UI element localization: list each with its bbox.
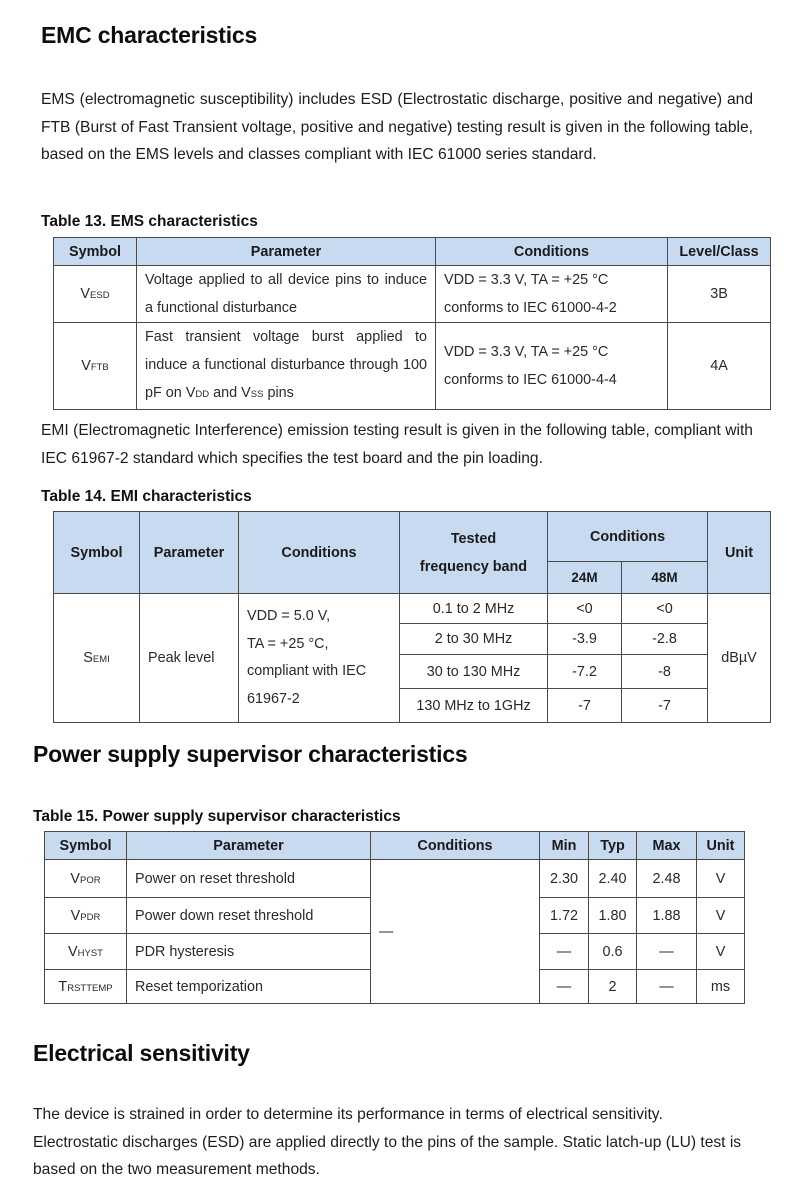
min-cell: —: [540, 934, 589, 970]
conditions-line: TA = +25 °C,: [247, 635, 329, 652]
header-conditions: Conditions: [239, 512, 400, 594]
unit-cell: dBµV: [708, 594, 771, 723]
power-supervisor-table: [44, 831, 745, 1004]
header-parameter: Parameter: [127, 832, 371, 860]
parameter-cell: Power on reset threshold: [127, 860, 371, 898]
symbol-cell: [45, 898, 127, 934]
header-max: Max: [637, 832, 697, 860]
table-row: [54, 266, 771, 323]
vdd-subscript: DD: [195, 389, 210, 400]
symbol-subscript: PDR: [80, 911, 101, 923]
vss-subscript: SS: [250, 389, 264, 400]
header-24m: 24M: [548, 562, 622, 594]
symbol-subscript: HYST: [77, 947, 103, 959]
header-conditions: Conditions: [371, 832, 540, 860]
band-cell: 2 to 30 MHz: [400, 624, 548, 655]
table-row: [54, 594, 771, 624]
symbol-subscript: EMI: [92, 654, 110, 665]
parameter-cell: Reset temporization: [127, 970, 371, 1004]
table-header-row: [54, 512, 771, 562]
band-cell: 30 to 130 MHz: [400, 655, 548, 689]
max-cell: 2.48: [637, 860, 697, 898]
symbol-cell: [54, 266, 137, 323]
section-title-electrical-sensitivity: Electrical sensitivity: [33, 1040, 250, 1066]
conditions-line: VDD = 3.3 V, TA = +25 °C: [444, 344, 609, 360]
symbol-cell: [54, 323, 137, 410]
section-title-emc: EMC characteristics: [41, 22, 258, 48]
conditions-cell: [436, 266, 668, 323]
symbol-main: V: [81, 358, 91, 374]
header-typ: Typ: [589, 832, 637, 860]
unit-cell: ms: [697, 970, 745, 1004]
conditions-line: 61967-2: [247, 690, 300, 707]
parameter-cell: Peak level: [140, 594, 239, 723]
electrical-sensitivity-paragraph: The device is strained in order to determine its performance in terms of electrical sensitivity. Electrostatic discharges (ESD) are applied directly to the pins of the sample. Static latch-up (LU) test is based on the two measurement methods.: [33, 1106, 742, 1178]
table-row: [45, 860, 745, 898]
typ-cell: 1.80: [589, 898, 637, 934]
table-header-row: [45, 832, 745, 860]
max-cell: —: [637, 934, 697, 970]
header-48m: 48M: [622, 562, 708, 594]
header-level-class: Level/Class: [668, 238, 771, 266]
unit-cell: V: [697, 898, 745, 934]
symbol-subscript: ESD: [90, 290, 110, 301]
header-symbol: Symbol: [45, 832, 127, 860]
symbol-cell: [54, 594, 140, 723]
header-line: frequency band: [419, 558, 528, 575]
max-cell: —: [637, 970, 697, 1004]
conditions-line: conforms to IEC 61000-4-2: [444, 300, 617, 316]
header-unit: Unit: [708, 512, 771, 594]
symbol-subscript: POR: [80, 874, 101, 886]
value-24m-cell: -3.9: [548, 624, 622, 655]
parameter-cell: Voltage applied to all device pins to induce a functional disturbance: [137, 266, 436, 323]
parameter-cell: PDR hysteresis: [127, 934, 371, 970]
header-parameter: Parameter: [140, 512, 239, 594]
emi-intro-paragraph: EMI (Electromagnetic Interference) emission testing result is given in the following table, compliant with IEC 61967-2 standard which specifies the test board and the pin loading.: [41, 422, 753, 467]
max-cell: 1.88: [637, 898, 697, 934]
parameter-cell: [137, 323, 436, 410]
conditions-line: VDD = 3.3 V, TA = +25 °C: [444, 272, 609, 288]
conditions-line: VDD = 5.0 V,: [247, 608, 331, 624]
header-conditions: Conditions: [436, 238, 668, 266]
symbol-cell: [45, 934, 127, 970]
conditions-line: compliant with IEC: [247, 663, 367, 679]
symbol-main: S: [83, 650, 93, 666]
value-24m-cell: -7.2: [548, 655, 622, 689]
symbol-main: V: [80, 286, 91, 302]
table-header-row: [54, 238, 771, 266]
unit-cell: V: [697, 860, 745, 898]
typ-cell: 2: [589, 970, 637, 1004]
conditions-cell: [239, 594, 400, 723]
emi-table: [53, 511, 771, 723]
symbol-subscript: FTB: [90, 362, 109, 373]
min-cell: —: [540, 970, 589, 1004]
min-cell: 1.72: [540, 898, 589, 934]
symbol-cell: [45, 970, 127, 1004]
value-48m-cell: -8: [622, 655, 708, 689]
symbol-subscript: RSTTEMP: [67, 982, 113, 994]
parameter-text: and: [209, 385, 242, 401]
ems-table: [53, 237, 771, 410]
value-48m-cell: -2.8: [622, 624, 708, 655]
value-48m-cell: <0: [622, 594, 708, 624]
vss-symbol: V: [241, 385, 251, 401]
band-cell: 130 MHz to 1GHz: [400, 689, 548, 723]
unit-cell: V: [697, 934, 745, 970]
table15-caption: Table 15. Power supply supervisor characteristics: [33, 808, 401, 825]
table-row: [54, 323, 771, 410]
header-min: Min: [540, 832, 589, 860]
table14-caption: Table 14. EMI characteristics: [41, 488, 252, 505]
header-parameter: Parameter: [137, 238, 436, 266]
level-cell: 4A: [668, 323, 771, 410]
ems-intro-paragraph: EMS (electromagnetic susceptibility) includes ESD (Electrostatic discharge, positive and negative) and FTB (Burst of Fast Transient voltage, positive and negative) testing result is given in the following table, based on the EMS levels and classes compliant with IEC 61000 series standard.: [41, 91, 753, 163]
header-symbol: Symbol: [54, 238, 137, 266]
header-unit: Unit: [697, 832, 745, 860]
header-frequency-band: [400, 512, 548, 594]
min-cell: 2.30: [540, 860, 589, 898]
value-24m-cell: -7: [548, 689, 622, 723]
parameter-text: Fast transient voltage burst applied to induce a functional disturbance through 100 pF on: [145, 329, 427, 401]
typ-cell: 0.6: [589, 934, 637, 970]
conditions-cell: [436, 323, 668, 410]
symbol-main: T: [58, 978, 68, 995]
parameter-cell: Power down reset threshold: [127, 898, 371, 934]
header-symbol: Symbol: [54, 512, 140, 594]
typ-cell: 2.40: [589, 860, 637, 898]
conditions-cell: [371, 860, 540, 1004]
level-cell: 3B: [668, 266, 771, 323]
symbol-cell: [45, 860, 127, 898]
section-title-power-supply-supervisor: Power supply supervisor characteristics: [33, 741, 468, 767]
parameter-text: pins: [263, 385, 294, 401]
symbol-main: V: [70, 907, 81, 924]
conditions-dash: —: [379, 923, 394, 940]
conditions-line: conforms to IEC 61000-4-4: [444, 372, 617, 388]
band-cell: 0.1 to 2 MHz: [400, 594, 548, 624]
table13-caption: Table 13. EMS characteristics: [41, 213, 258, 230]
value-48m-cell: -7: [622, 689, 708, 723]
header-line: Tested: [450, 530, 497, 547]
vdd-symbol: V: [185, 385, 196, 401]
value-24m-cell: <0: [548, 594, 622, 624]
header-conditions-group: Conditions: [548, 512, 708, 562]
symbol-main: V: [68, 943, 78, 960]
symbol-main: V: [70, 870, 80, 887]
